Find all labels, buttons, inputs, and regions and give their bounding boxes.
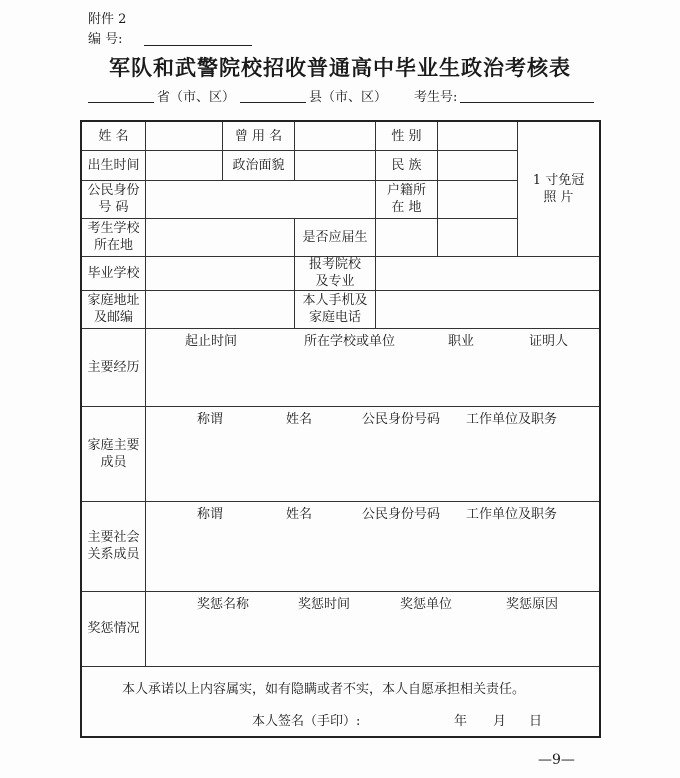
- date-month-label: 月: [493, 714, 507, 729]
- experience-col-occupation: 职业: [448, 334, 475, 349]
- experience-col-witness: 证明人: [529, 334, 569, 349]
- gender-label: 性 别: [391, 128, 422, 144]
- examinee-number-label: 考生号:: [414, 90, 458, 105]
- photo-placeholder[interactable]: 1 寸免冠 照 片: [532, 173, 585, 205]
- awards-label: 奖惩情况: [87, 621, 140, 636]
- family-col-relation: 称谓: [197, 412, 224, 427]
- county-label: 县（市、区）: [309, 90, 388, 105]
- hukou-label: 户籍所 在 地: [386, 183, 426, 215]
- date-day-label: 日: [529, 714, 543, 729]
- fresh-graduate-input[interactable]: [376, 218, 599, 256]
- examinee-number-input-line[interactable]: [460, 102, 594, 103]
- page-number: —9—: [538, 752, 575, 768]
- fresh-graduate-label: 是否应届生: [302, 229, 368, 245]
- id-number-label: 公民身份 号 码: [87, 183, 140, 215]
- signature-label: 本人签名（手印）:: [252, 714, 361, 729]
- family-col-id: 公民身份号码: [362, 412, 441, 427]
- home-address-label: 家庭地址 及邮编: [87, 293, 140, 325]
- family-col-employer: 工作单位及职务: [466, 412, 558, 427]
- name-input[interactable]: [146, 122, 222, 150]
- social-input-area[interactable]: [146, 521, 599, 591]
- family-col-name: 姓名: [286, 412, 313, 427]
- pledge-statement: 本人承诺以上内容属实，如有隐瞒或者不实，本人自愿承担相关责任。: [122, 682, 526, 697]
- political-status-label: 政治面貌: [232, 157, 285, 173]
- social-col-employer: 工作单位及职务: [466, 507, 558, 522]
- birth-input[interactable]: [146, 150, 222, 180]
- serial-label: 编 号:: [88, 32, 123, 47]
- awards-input-area[interactable]: [146, 611, 599, 666]
- hukou-input[interactable]: [438, 180, 517, 218]
- awards-col-reason: 奖惩原因: [506, 597, 559, 612]
- date-year-label: 年: [454, 714, 468, 729]
- school-location-input[interactable]: [146, 218, 294, 256]
- form-title: 军队和武警院校招收普通高中毕业生政治考核表: [109, 55, 571, 80]
- social-col-name: 姓名: [286, 507, 313, 522]
- annex-number: 附件 2: [88, 12, 127, 27]
- experience-input-area[interactable]: [146, 348, 599, 406]
- birth-label: 出生时间: [87, 157, 140, 173]
- signature-input[interactable]: [372, 704, 452, 730]
- phone-input[interactable]: [376, 290, 599, 328]
- serial-input-line[interactable]: [144, 45, 252, 46]
- ethnicity-input[interactable]: [438, 150, 517, 180]
- awards-col-time: 奖惩时间: [298, 597, 351, 612]
- province-label: 省（市、区）: [157, 90, 236, 105]
- social-col-id: 公民身份号码: [362, 507, 441, 522]
- id-number-input[interactable]: [146, 180, 375, 218]
- experience-col-school: 所在学校或单位: [304, 334, 396, 349]
- school-location-label: 考生学校 所在地: [87, 221, 140, 253]
- political-review-table: [80, 120, 601, 738]
- gender-input[interactable]: [438, 122, 517, 150]
- applied-school-label: 报考院校 及专业: [308, 257, 361, 289]
- county-input-line[interactable]: [240, 102, 306, 103]
- experience-label: 主要经历: [87, 359, 140, 375]
- former-name-label: 曾 用 名: [234, 128, 283, 144]
- political-status-input[interactable]: [295, 150, 375, 180]
- former-name-input[interactable]: [295, 122, 375, 150]
- social-label: 主要社会 关系成员: [87, 530, 140, 562]
- graduate-school-label: 毕业学校: [87, 265, 140, 281]
- province-input-line[interactable]: [88, 102, 154, 103]
- ethnicity-label: 民 族: [391, 157, 422, 173]
- awards-col-unit: 奖惩单位: [400, 597, 453, 612]
- experience-col-period: 起止时间: [185, 334, 238, 349]
- family-label: 家庭主要 成员: [87, 437, 140, 470]
- home-address-input[interactable]: [146, 290, 294, 328]
- name-label: 姓 名: [98, 128, 129, 144]
- graduate-school-input[interactable]: [146, 256, 294, 290]
- awards-col-name: 奖惩名称: [197, 597, 250, 612]
- social-col-relation: 称谓: [197, 507, 224, 522]
- applied-school-input[interactable]: [376, 256, 599, 290]
- phone-label: 本人手机及 家庭电话: [302, 293, 368, 325]
- family-input-area[interactable]: [146, 426, 599, 501]
